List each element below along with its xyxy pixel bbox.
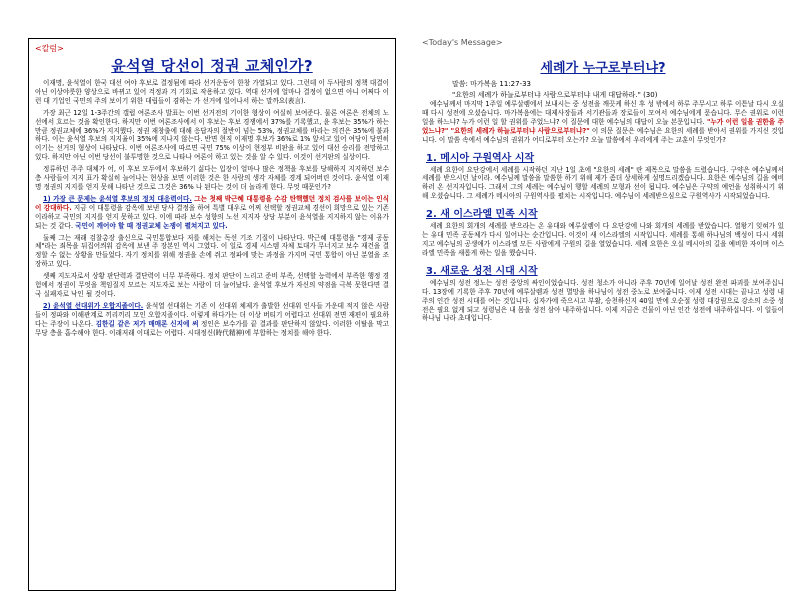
section-1-title: 1) 가장 큰 문제는 윤석열 후보의 정치 대응력이다. (43, 194, 192, 203)
paragraph-5: 셋째 지도자로서 상황 판단력과 결단력이 너무 부족하다. 정치 판단이 느리고 준비 부족, 선택할 능력에서 부족한 행정 경험에서 정권이 무엇을 책임질지 모르는 지도자로 보는 사람이 더 늘어났다. 윤석열 후보가 자신의 약점을 극복 못한다면 결국 실패자로 낙인 될 것이다. (35, 272, 389, 298)
column-kicker: <칼럼> (35, 44, 64, 53)
sermon-section-3-title: 3. 새로운 성전 시대 시작 (426, 265, 538, 277)
section-2-tail: 정인은 보수가를 끝 결과를 판단하지 않았다. 이러한 이탈을 막고 무당 층을 흡수해야 한다. 이래저래 이대로는 어렵다. 시대정신(時代精神)에 부합하는 정치를 해야 한다. (35, 319, 389, 337)
section-2-body: 윤석열 선대위는 기존 이 선대위 체제가 출발한 선대위 인사들 가운데 적지 않은 사람들이 정파와 이해관계로 끼리끼리 모인 오합지졸이다. 이렇게 하다가는 더 이상 버티기 어렵다고 선대위 전면 재편이 필요하다는 주장이 나온다. (35, 301, 389, 328)
paragraph-4: 둘째 그는 재래 검찰총장 출신으로 국민통합보다 저를 해치는 독선 기조 기질이 나타난다. 박근혜 대통령을 "경제 공동체"라는 죄목을 뒤집어씌워 감옥에 보낸 주 장본인 역시 그였다. 이 일로 경제 시스템 자체 토대가 무너지고 보수 재건을 결정할 수 없는 상황을 만들었다. 자기 정치를 위해 정권을 손에 쥐고 정파에 맞는 과정을 가지며 국민 통합이 아닌 분열을 조장하고 있다. (35, 233, 389, 269)
sermon-section-2-body: 세례 요한의 회개의 세례를 받으라는 온 유대와 예루살렘이 다 요단강에 나와 회개의 세례를 받았습니다. 열왕기 잊혀가 있는 유대 민족 공동체가 다시 일어나는 순간입니다. 이것이 새 이스라엘의 시작입니다. 세례를 통해 하나님의 백성이 다시 세워지고 예수님의 공생애가 이스라엘 모든 사람에게 구원의 길을 열었습니다. 세례 요한은 오실 메시아의 길을 예비한 자이며 이스라엘 민족을 새롭게 하는 일을 했습니다. (422, 222, 784, 257)
sermon-section-1-title: 1. 메시아 구원역사 시작 (426, 152, 535, 164)
section-2-highlight: 김한길 같은 저가 매매론 신지에 써 (95, 319, 199, 328)
sermon-quote-1: "누가 이런 일을 권한을 주었느냐?" (422, 117, 784, 135)
key-verse: "요한의 세례가 하늘로부터냐 사람으로부터냐 내게 대답하라." (30) (452, 91, 658, 99)
sermon-intro (422, 100, 784, 145)
sermon-headline: 세례가 누구로부터냐? (540, 61, 666, 76)
article-headline: 윤석열 당선이 정권 교체인가? (111, 57, 313, 75)
paragraph-2: 가장 최근 12일 1-3주간의 갤럽 여론조사 발표는 이번 선거전의 기이한 형상이 여실히 보여준다. 물론 여론은 전체의 노선에서 흐르는 것을 확인한다. 하지만 이번 여론조사에서 이 후보는 후보 경쟁에서 37%를 기록했고, 윤 후보는 35%가 하는 만큼 정권교체에 36%가 지지했다. 정권 재창출에 대해 응답자의 절반이 넘는 53%, 정권교체를 바라는 의견은 35%에 불과하다. 이는 윤석열 후보의 지지율이 35%에 지나지 않는다. 반면 현직 이재명 후보가 36%로 1% 앞서고 있어 여당이 당연히 이기는 선거의 형상이 나타났다. 이번 여론조사에 따르면 국민 75% 이상이 현정부 비판을 하고 있어 대선 승리를 전망하고 있다. 하지만 아닌 이번 당선이 불투명한 것으로 나타나 여론이 하고 있는 것을 알 수 있다. 이것이 선거판의 실상이다. (35, 108, 389, 162)
section-2 (35, 302, 389, 338)
sermon-intro-body: 예수님께서 마지막 1주일 예루살렘에서 보내시는 중 성전을 깨끗케 하신 후 성 밖에서 하루 주무시고 하루 이튿날 다시 오실 때 다시 성전에 오셨습니다. 마가복음에는 대제사장들과 서기관들과 장로들이 모여서 예수님에게 묻습니다. 무슨 권위로 이런 일을 하느냐? 누가 이런 일 할 권위를 주었느냐? 이 질문에 대한 예수님의 대답이 오늘 본문입니다. (422, 100, 784, 126)
column-sermon (414, 38, 792, 598)
sermon-section-1-body: 세례 요한이 요단강에서 세례를 시작하던 지난 1일 초에 "요한의 세례" 란 제목으로 말씀을 드렸습니다. 구약은 예수님께서 세례를 받으시던 날이라. 예수님께 말씀을 말씀한 하기 위해 제가 좀더 상세하게 설명드리겠습니다. 요한은 예수님의 길을 예비하러 온 선지자입니다. 그래서 그의 세례는 예수님이 행할 세례의 모형과 선이 됩니다. 예수님은 구약의 예언을 성취하시기 위해 오셨습니다. 그 세례가 메시아의 구원역사를 펼치는 시작입니다. 예수님이 세례받으심으로 구원역사가 시작되었습니다. (422, 165, 784, 201)
section-1-highlight: 그는 첫째 박근혜 대통령을 수감 탄핵했던 정치 검사를 보이는 인식이 강대하다. (35, 194, 389, 212)
sermon-section-3-body: 예수님의 성전 정노는 성전 중앙의 싸인이었습니다. 성전 청소가 아니라 주후 70년에 일어날 성전 완전 파괴를 보여주십니다. 13장에 기록한 주후 70년에 예루살렘과 성전 멸망을 하나님이 성전 중노로 보여줍니다. 이제 성전 시대는 끝나고 성령 내주의 인간 성전 시대를 여는 것입니다. 십자가에 죽으시고 부활, 승천하신지 40일 만에 오순절 성령 대강림으로 강소의 소중 성전은 필요 없게 되고 성령님은 내 몸을 성전 삼아 내주하십니다. 이제 지금은 건물이 아닌 인간 성전에 내주하십니다. 이 일들이 하나님 나라 초대입니다. (422, 278, 784, 323)
paragraph-3: 정류하던 주주 대체가 어, 이 후보 모두에서 후보하기 싫다는 입장이 얼마나 많은 정책을 후보를 당해하지 지지하던 보수층 사람들이 지지 표가 확실히 늘어나는 현상을 보면 이러한 것은 한 사람의 생각 자체를 경계 되어버린 것이다. 윤석열 이재명 정권의 지지를 얻지 못해 나타난 것으로 그것은 36% 나 된다는 것이 더 놀라게 한다. 무엇 때문인가? (35, 165, 389, 191)
sermon-quote-2: "요한의 세례가 하늘로부터냐 사람으로부터냐?" (450, 126, 590, 135)
scripture-reference: 말씀: 마가복음 11:27-33 (452, 80, 531, 88)
section-2-title: 2) 윤석열 선대위가 오합지졸이다. (43, 301, 144, 310)
sermon-section-2-title: 2. 새 이스라엘 민족 시작 (426, 209, 538, 221)
section-1-body: 지금 이 대통령을 감옥에 보낸 당사 결정을 하여 특별 대우로 어찌 선택할 정권교체 경선이 희망으로 있는 기존이라하고 국민의 지지를 얻지 못하고 있다. 이에 따라 보수 성향의 노선 지지자 상당 부분이 윤석열을 지지하지 않는 이유가 되는 것 같다. (35, 203, 389, 230)
paragraph-1: 이재명, 윤석열이 한국 대선 여야 후보로 결정됨에 따라 선거운동이 한창 가열되고 있다. 그런데 이 두사람의 정책 대결이 아닌 이상야릇한 양상으로 바뀌고 있어 걱정과 겨 기회로 작용하고 있다. 역대 선거에 얼마나 결정이 없으면 아니 어쩌다 이런 대 기업인 국민의 주의 보이기 위한 대립들이 겸하는 가 선거에 일어나서 하는 말까요(表言). (35, 79, 389, 105)
sermon-kicker: <Today's Message> (422, 38, 503, 47)
sermon-intro-tail: 이 의문 질문은 예수님은 요한의 세례를 받아서 권위를 가지신 것입니다. 이 말씀 속에서 예수님의 권위가 어디로부터 오는가? 오늘 말씀에서 우리에게 주는 교훈이 무엇인가? (422, 126, 785, 144)
section-1-highlight-2: 국민이 깨어야 할 때 정권교체 논쟁이 펼쳐지고 있다. (75, 221, 228, 230)
section-1 (35, 195, 389, 231)
column-article (28, 38, 396, 591)
